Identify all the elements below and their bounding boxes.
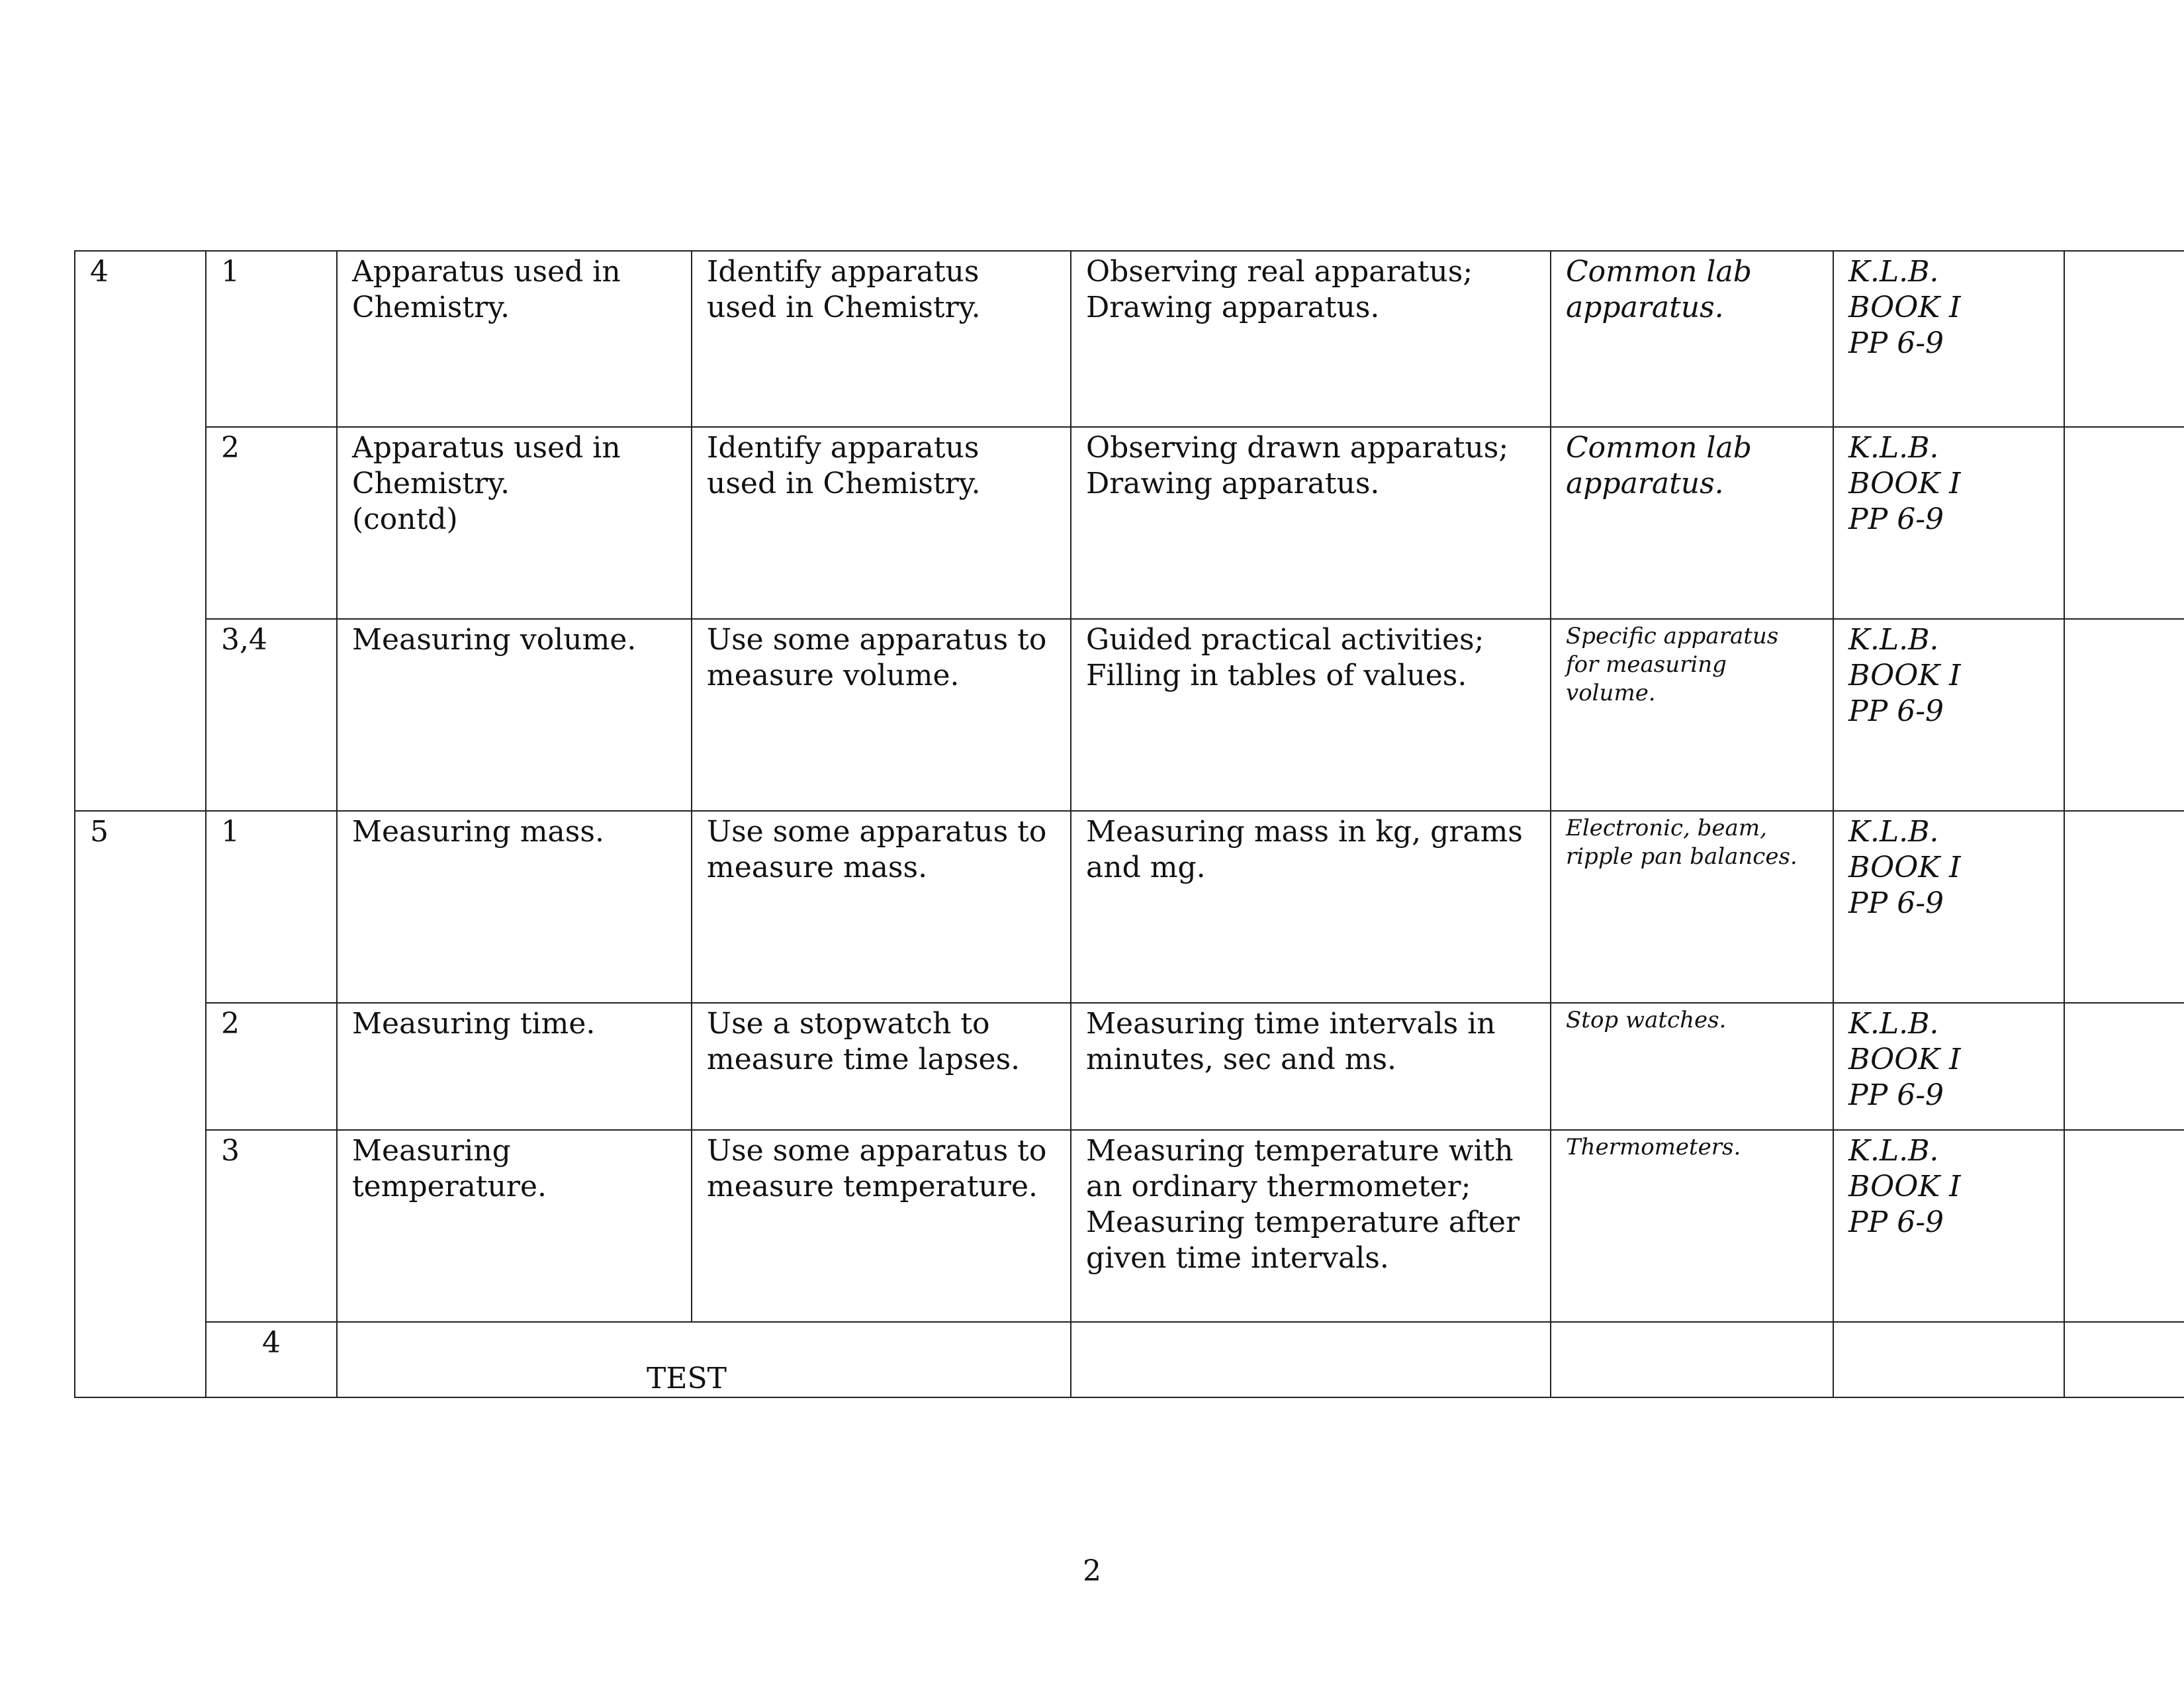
activity-cell [1071,1322,1551,1397]
resources-cell: Thermometers. [1551,1130,1833,1322]
test-cell [337,1322,1071,1397]
remarks-cell [2064,1130,2184,1322]
table-row [75,1130,2184,1322]
reference-cell: K.L.B. BOOK I PP 6-9 [1833,1130,2064,1322]
objective-cell: Identify apparatus used in Chemistry. [692,251,1071,427]
page-number: 2 [1083,1554,1101,1588]
resources-cell: Stop watches. [1551,1003,1833,1130]
lesson-cell: 2 [206,1003,337,1130]
activity-cell: Measuring mass in kg, grams and mg. [1071,811,1551,1003]
topic-cell: Measuring temperature. [337,1130,692,1322]
table-row [75,811,2184,1003]
resources-cell: Specific apparatus for measuring volume. [1551,619,1833,811]
remarks-cell [2064,1003,2184,1130]
resources-cell: Common lab apparatus. [1551,251,1833,427]
activity-cell: Observing real apparatus; Drawing apparatus. [1071,251,1551,427]
lesson-cell: 2 [206,427,337,619]
objective-cell: Use some apparatus to measure temperature. [692,1130,1071,1322]
remarks-cell [2064,1322,2184,1397]
topic-cell: Measuring volume. [337,619,692,811]
activity-cell: Measuring time intervals in minutes, sec and ms. [1071,1003,1551,1130]
objective-cell: Use some apparatus to measure mass. [692,811,1071,1003]
reference-cell: K.L.B. BOOK I PP 6-9 [1833,619,2064,811]
resources-cell: Common lab apparatus. [1551,427,1833,619]
reference-cell: K.L.B. BOOK I PP 6-9 [1833,251,2064,427]
table-row [75,1322,2184,1397]
lesson-cell: 1 [206,251,337,427]
reference-cell: K.L.B. BOOK I PP 6-9 [1833,427,2064,619]
topic-cell: Measuring time. [337,1003,692,1130]
lesson-cell: 4 [206,1322,337,1397]
lesson-cell: 3,4 [206,619,337,811]
week-cell: 4 [75,251,206,811]
test-label: TEST [647,1362,727,1395]
lesson-cell: 1 [206,811,337,1003]
objective-cell: Use a stopwatch to measure time lapses. [692,1003,1071,1130]
table-row [75,427,2184,619]
scheme-of-work-table [74,250,2184,1398]
topic-cell: Apparatus used in Chemistry. (contd) [337,427,692,619]
activity-cell: Measuring temperature with an ordinary thermometer; Measuring temperature after given time intervals. [1071,1130,1551,1322]
table-row [75,1003,2184,1130]
reference-cell: K.L.B. BOOK I PP 6-9 [1833,811,2064,1003]
topic-cell: Measuring mass. [337,811,692,1003]
reference-cell: K.L.B. BOOK I PP 6-9 [1833,1003,2064,1130]
lesson-cell: 3 [206,1130,337,1322]
resources-cell: Electronic, beam, ripple pan balances. [1551,811,1833,1003]
remarks-cell [2064,427,2184,619]
activity-cell: Guided practical activities; Filling in tables of values. [1071,619,1551,811]
objective-cell: Identify apparatus used in Chemistry. [692,427,1071,619]
resources-cell [1551,1322,1833,1397]
table-row [75,251,2184,427]
remarks-cell [2064,251,2184,427]
remarks-cell [2064,811,2184,1003]
objective-cell: Use some apparatus to measure volume. [692,619,1071,811]
table-row [75,619,2184,811]
week-cell: 5 [75,811,206,1397]
remarks-cell [2064,619,2184,811]
reference-cell [1833,1322,2064,1397]
topic-cell: Apparatus used in Chemistry. [337,251,692,427]
activity-cell: Observing drawn apparatus; Drawing apparatus. [1071,427,1551,619]
